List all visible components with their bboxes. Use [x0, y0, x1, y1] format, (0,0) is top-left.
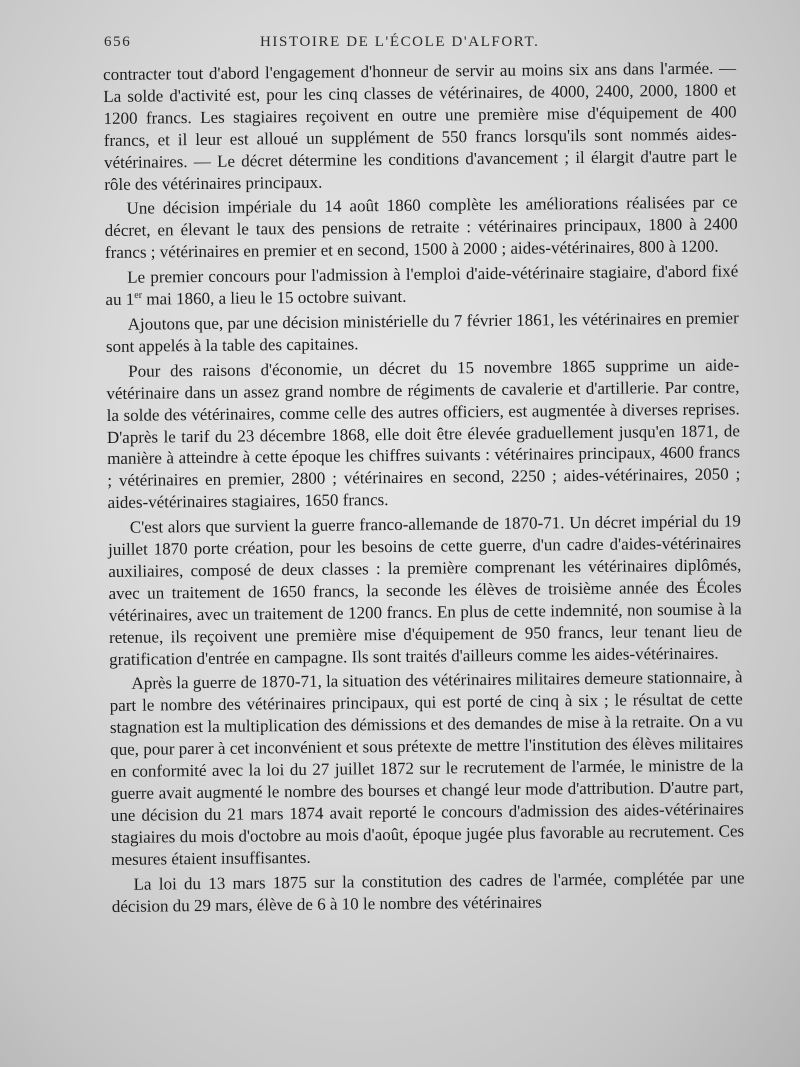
paragraph-text: mai 1860, a lieu le 15 octobre suivant. — [141, 286, 407, 309]
paragraph: Ajoutons que, par une décision ministérielle du 7 février 1861, les vétérinaires en premier sont appelés à la table des capitaines. — [105, 308, 739, 356]
running-title: HISTOIRE DE L'ÉCOLE D'ALFORT. — [260, 34, 540, 50]
paragraph — [105, 261, 738, 311]
running-head — [104, 34, 744, 56]
paragraph-continued: contracter tout d'abord l'engagement d'honneur de servir au moins six ans dans l'armée. — La solde d'activité est, pour les cinq classes de vétérinaires, de 4000, 2400, 2000, 1800 et 1200 francs. Les stagiaires reçoivent en outre une première mise d'équipement de 400 francs, et il leur est alloué un supplément de 550 francs lorsqu'ils sont nommés aides-vétérinaires. — Le décret détermine les conditions d'avancement ; il élargit d'autre part le rôle des vétérinaires principaux. — [103, 58, 738, 194]
paragraph: La loi du 13 mars 1875 sur la constitution des cadres de l'armée, complétée par une décision du 29 mars, élève de 6 à 10 le nombre des vétérinaires — [111, 867, 745, 916]
paragraph: Pour des raisons d'économie, un décret du 15 novembre 1865 supprime un aide-vétérinaire dans un assez grand nombre de régiments de cavalerie et d'artillerie. Par contre, la solde des vétérinaires, comme celle des autres officiers, est augmentée à diverses reprises. D'après le tarif du 23 décembre 1868, elle doit être élevée graduellement jusqu'en 1871, de manière à atteindre à cette époque les chiffres suivants : vétérinaires principaux, 4600 francs ; vétérinaires en premier, 2800 ; vétérinaires en second, 2250 ; aides-vétérinaires, 2050 ; aides-vétérinaires stagiaires, 1650 francs. — [106, 355, 741, 513]
paragraph: Après la guerre de 1870-71, la situation des vétérinaires militaires demeure stationnaire, à part le nombre des vétérinaires principaux, qui est porté de cinq à six ; le résultat de cette stagnation est la multiplication des démissions et des demandes de mise à la retraite. On a vu que, pour parer à cet inconvénient et sous prétexte de mettre l'institution des élèves militaires en conformité avec la loi du 27 juillet 1872 sur le recrutement de l'armée, le ministre de la guerre avait augmenté le nombre des bourses et changé leur mode d'attribution. D'autre part, une décision du 21 mars 1874 avait reporté le concours d'admission des aides-vétérinaires stagiaires du mois d'octobre au mois d'août, époque jugée plus favorable au recrutement. Ces mesures étaient insuffisantes. — [109, 667, 745, 869]
superscript-ordinal: er — [134, 290, 143, 302]
body-text — [103, 57, 745, 920]
paragraph: C'est alors que survient la guerre franco-allemande de 1870-71. Un décret impérial du 19 juillet 1870 porte création, pour les besoins de cette guerre, d'un cadre d'aides-vétérinaires auxiliaires, composé de deux classes : la première comprenant les vétérinaires diplômés, avec un traitement de 1650 francs, la seconde les élèves de troisième année des Écoles vétérinaires, avec un traitement de 1200 francs. En plus de cette indemnité, non soumise à la retenue, ils reçoivent une première mise d'équipement de 950 francs, leur tenant lieu de gratification d'entrée en campagne. Ils sont traités d'ailleurs comme les aides-vétérinaires. — [107, 511, 743, 669]
paragraph: Une décision impériale du 14 août 1860 complète les améliorations réalisées par ce décret, en élevant le taux des pensions de retraite : vétérinaires principaux, 1800 à 2400 francs ; vétérinaires en premier et en second, 1500 à 2000 ; aides-vétérinaires, 800 à 1200. — [104, 192, 738, 263]
page-number: 656 — [104, 34, 132, 50]
paragraph-text: Le premier concours pour l'admission à l'emploi d'aide-vétérinaire stagiaire, d'abord fixé au 1 — [105, 261, 739, 310]
